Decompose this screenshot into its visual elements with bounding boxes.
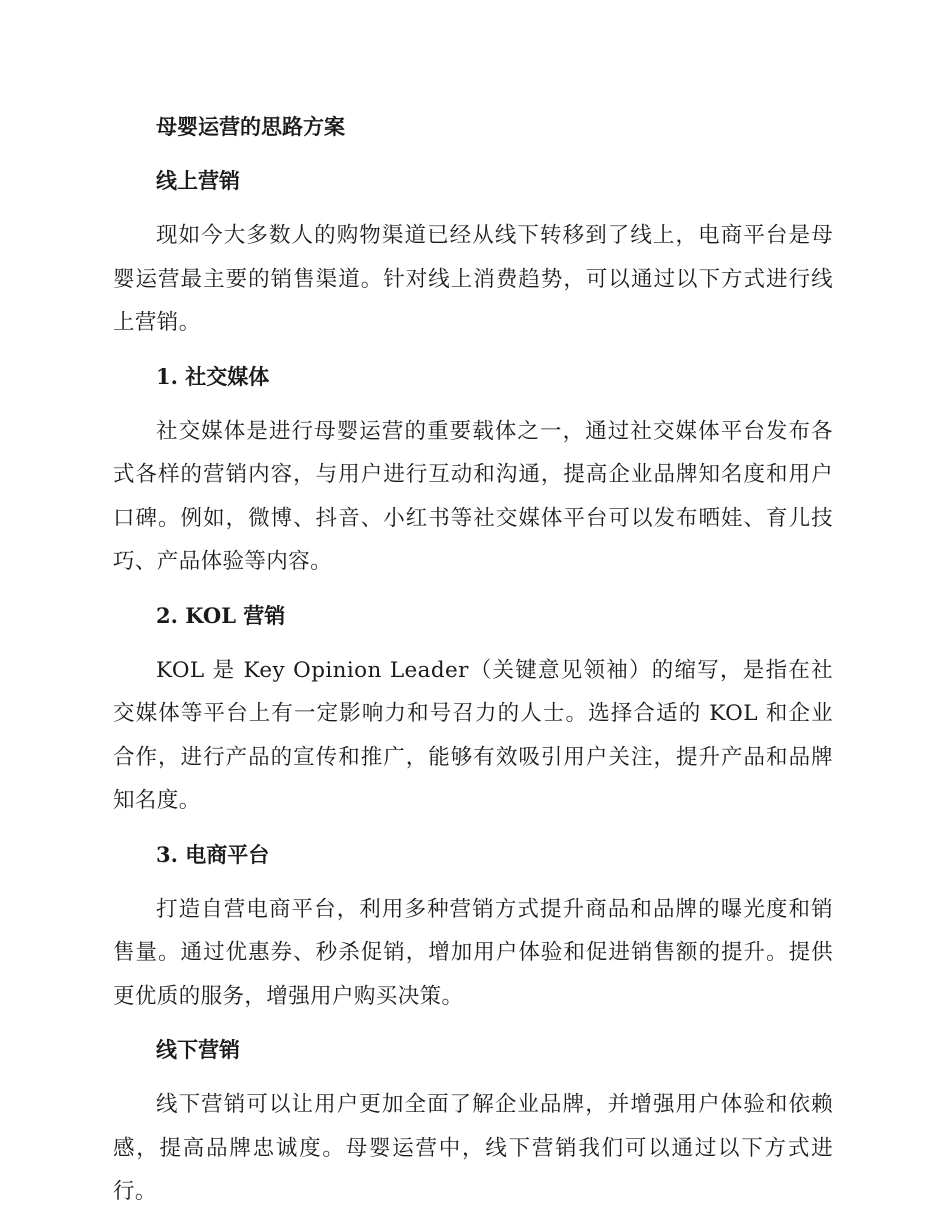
offline-intro-paragraph: 线下营销可以让用户更加全面了解企业品牌，并增强用户体验和依赖感，提高品牌忠诚度。母婴运营中，线下营销我们可以通过以下方式进行。: [113, 1092, 833, 1204]
section3-heading: 3. 电商平台: [156, 841, 270, 867]
section2-paragraph: KOL 是 Key Opinion Leader（关键意见领袖）的缩写，是指在社交媒体等平台上有一定影响力和号召力的人士。选择合适的 KOL 和企业合作，进行产品的宣传和推广，能够有效吸引用户关注，提升产品和品牌知名度。: [113, 657, 833, 813]
document-body: [113, 106, 833, 1214]
offline-heading: 线下营销: [156, 1037, 240, 1062]
section2-heading: 2. KOL 营销: [156, 602, 286, 628]
section1-heading: 1. 社交媒体: [156, 363, 270, 389]
online-intro-paragraph: 现如今大多数人的购物渠道已经从线下转移到了线上，电商平台是母婴运营最主要的销售渠道。针对线上消费趋势，可以通过以下方式进行线上营销。: [113, 223, 833, 335]
document-title: 母婴运营的思路方案: [156, 114, 345, 139]
section1-paragraph: 社交媒体是进行母婴运营的重要载体之一，通过社交媒体平台发布各式各样的营销内容，与用户进行互动和沟通，提高企业品牌知名度和用户口碑。例如，微博、抖音、小红书等社交媒体平台可以发布晒娃、育儿技巧、产品体验等内容。: [113, 418, 833, 574]
section3-paragraph: 打造自营电商平台，利用多种营销方式提升商品和品牌的曝光度和销售量。通过优惠券、秒杀促销，增加用户体验和促进销售额的提升。提供更优质的服务，增强用户购买决策。: [113, 896, 833, 1009]
online-heading: 线上营销: [156, 168, 240, 193]
